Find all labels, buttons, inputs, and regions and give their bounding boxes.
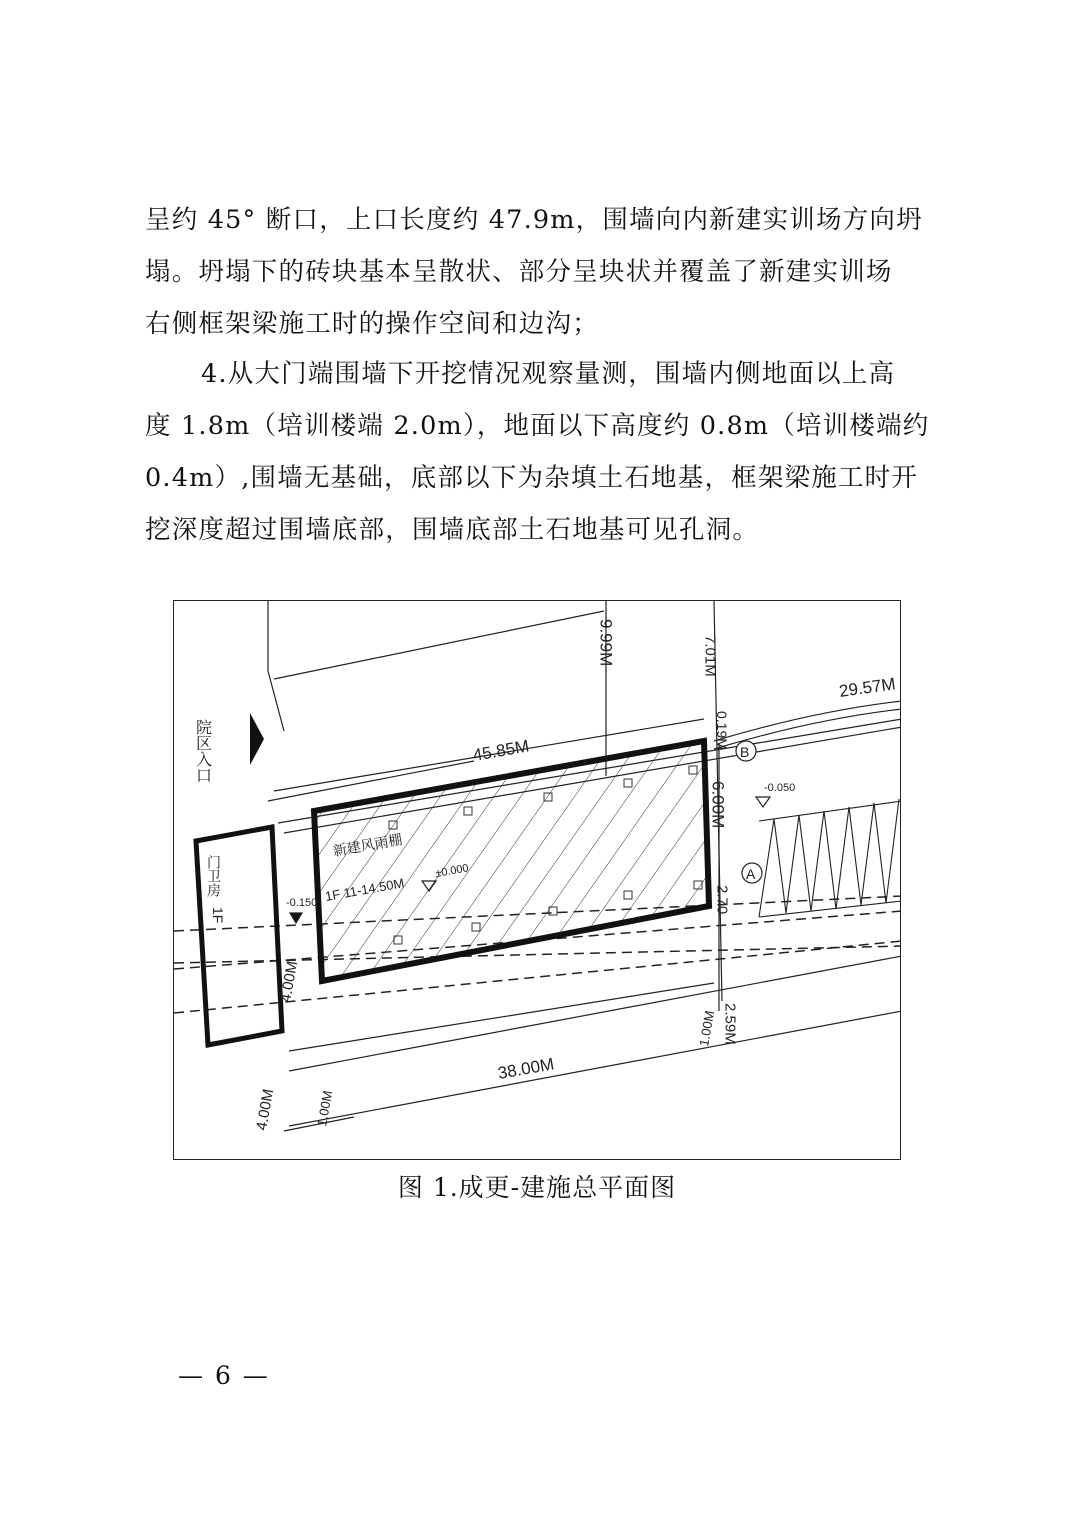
dim-bottom-right-small: 1.00M xyxy=(696,1009,718,1048)
site-plan-drawing xyxy=(174,601,901,1160)
dim-left-gap: 4.00M xyxy=(277,959,302,1004)
figure-caption: 图 1.成更-建施总平面图 xyxy=(397,1173,677,1202)
dim-bottom-length: 38.00M xyxy=(496,1054,556,1083)
axis-bubbles xyxy=(736,741,762,883)
dim-top-length: 45.85M xyxy=(471,736,531,765)
building-name-label: 新建风雨棚 xyxy=(331,831,404,859)
dim-right-mid: 6.00M xyxy=(708,781,728,829)
dim-bottom-left: 4.00M xyxy=(253,1087,278,1132)
dim-right-stack: 7.01M xyxy=(701,635,719,677)
dim-right-bottom: 2.59M xyxy=(721,1003,739,1045)
elev-right-label: -0.050 xyxy=(764,782,796,794)
building-floor-label: 1F 11-14.50M xyxy=(323,875,406,904)
dim-right-small: 0.19M xyxy=(714,711,730,750)
axis-a-label: A xyxy=(746,866,756,882)
elev-building-label: ±0.000 xyxy=(434,862,470,880)
text-line: 4.从大门端围墙下开挖情况观察量测，围墙内侧地面以上高 xyxy=(201,359,896,389)
entrance-label: 院区入口 xyxy=(193,719,211,783)
site-plan-figure xyxy=(173,600,901,1160)
text-line: 度 1.8m（培训楼端 2.0m），地面以下高度约 0.8m（培训楼端约 xyxy=(145,411,930,441)
dim-vertical-top: 9.99M xyxy=(596,619,616,667)
dim-bottom-small: 1.00M xyxy=(314,1089,336,1128)
text-line: 右侧框架梁施工时的操作空间和边沟； xyxy=(145,309,599,339)
paragraph-1 xyxy=(145,194,945,350)
text-line: 0.4m）,围墙无基础，底部以下为杂填土石地基，框架梁施工时开 xyxy=(145,463,919,493)
paragraph-2 xyxy=(145,348,945,556)
text-line: 塌。坍塌下的砖块基本呈散状、部分呈块状并覆盖了新建实训场 xyxy=(145,257,893,287)
dim-right-top: 29.57M xyxy=(837,674,897,701)
guardhouse-label: 门卫房 xyxy=(206,855,222,897)
text-line: 呈约 45° 断口，上口长度约 47.9m，围墙向内新建实训场方向坍 xyxy=(145,205,923,235)
elev-left-label: -0.150 xyxy=(286,897,318,909)
entrance-arrow-icon xyxy=(250,713,264,765)
axis-b-label: B xyxy=(740,744,750,760)
dim-right-low: 2.70 xyxy=(713,885,731,915)
guardhouse-floor-label: 1F xyxy=(210,907,226,924)
text-line: 挖深度超过围墙底部，围墙底部土石地基可见孔洞。 xyxy=(145,515,760,545)
page-number: — 6 — xyxy=(178,1361,270,1390)
